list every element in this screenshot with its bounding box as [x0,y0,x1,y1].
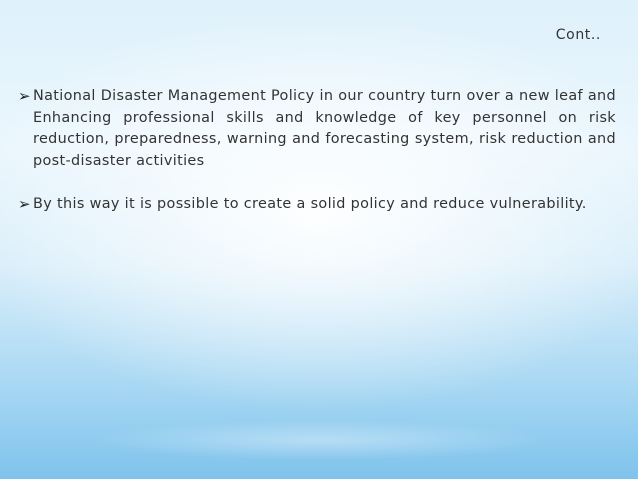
bullet-text: National Disaster Management Policy in our country turn over a new leaf and Enhancing professional skills and knowledge of key personnel on risk reduction, preparedness, warning and forecasting system, risk reduction and post-disaster activities [33,88,616,169]
slide-body [18,86,616,238]
bullet-item-policy [18,86,616,172]
bullet-text: By this way it is possible to create a solid policy and reduce vulnerability. [33,196,587,212]
arrow-bullet-icon: ➢ [18,195,31,213]
arrow-bullet-icon: ➢ [18,87,31,105]
bullet-item-solid-policy [18,194,616,216]
continued-label: Cont.. [555,27,601,43]
background-glow [90,420,550,460]
